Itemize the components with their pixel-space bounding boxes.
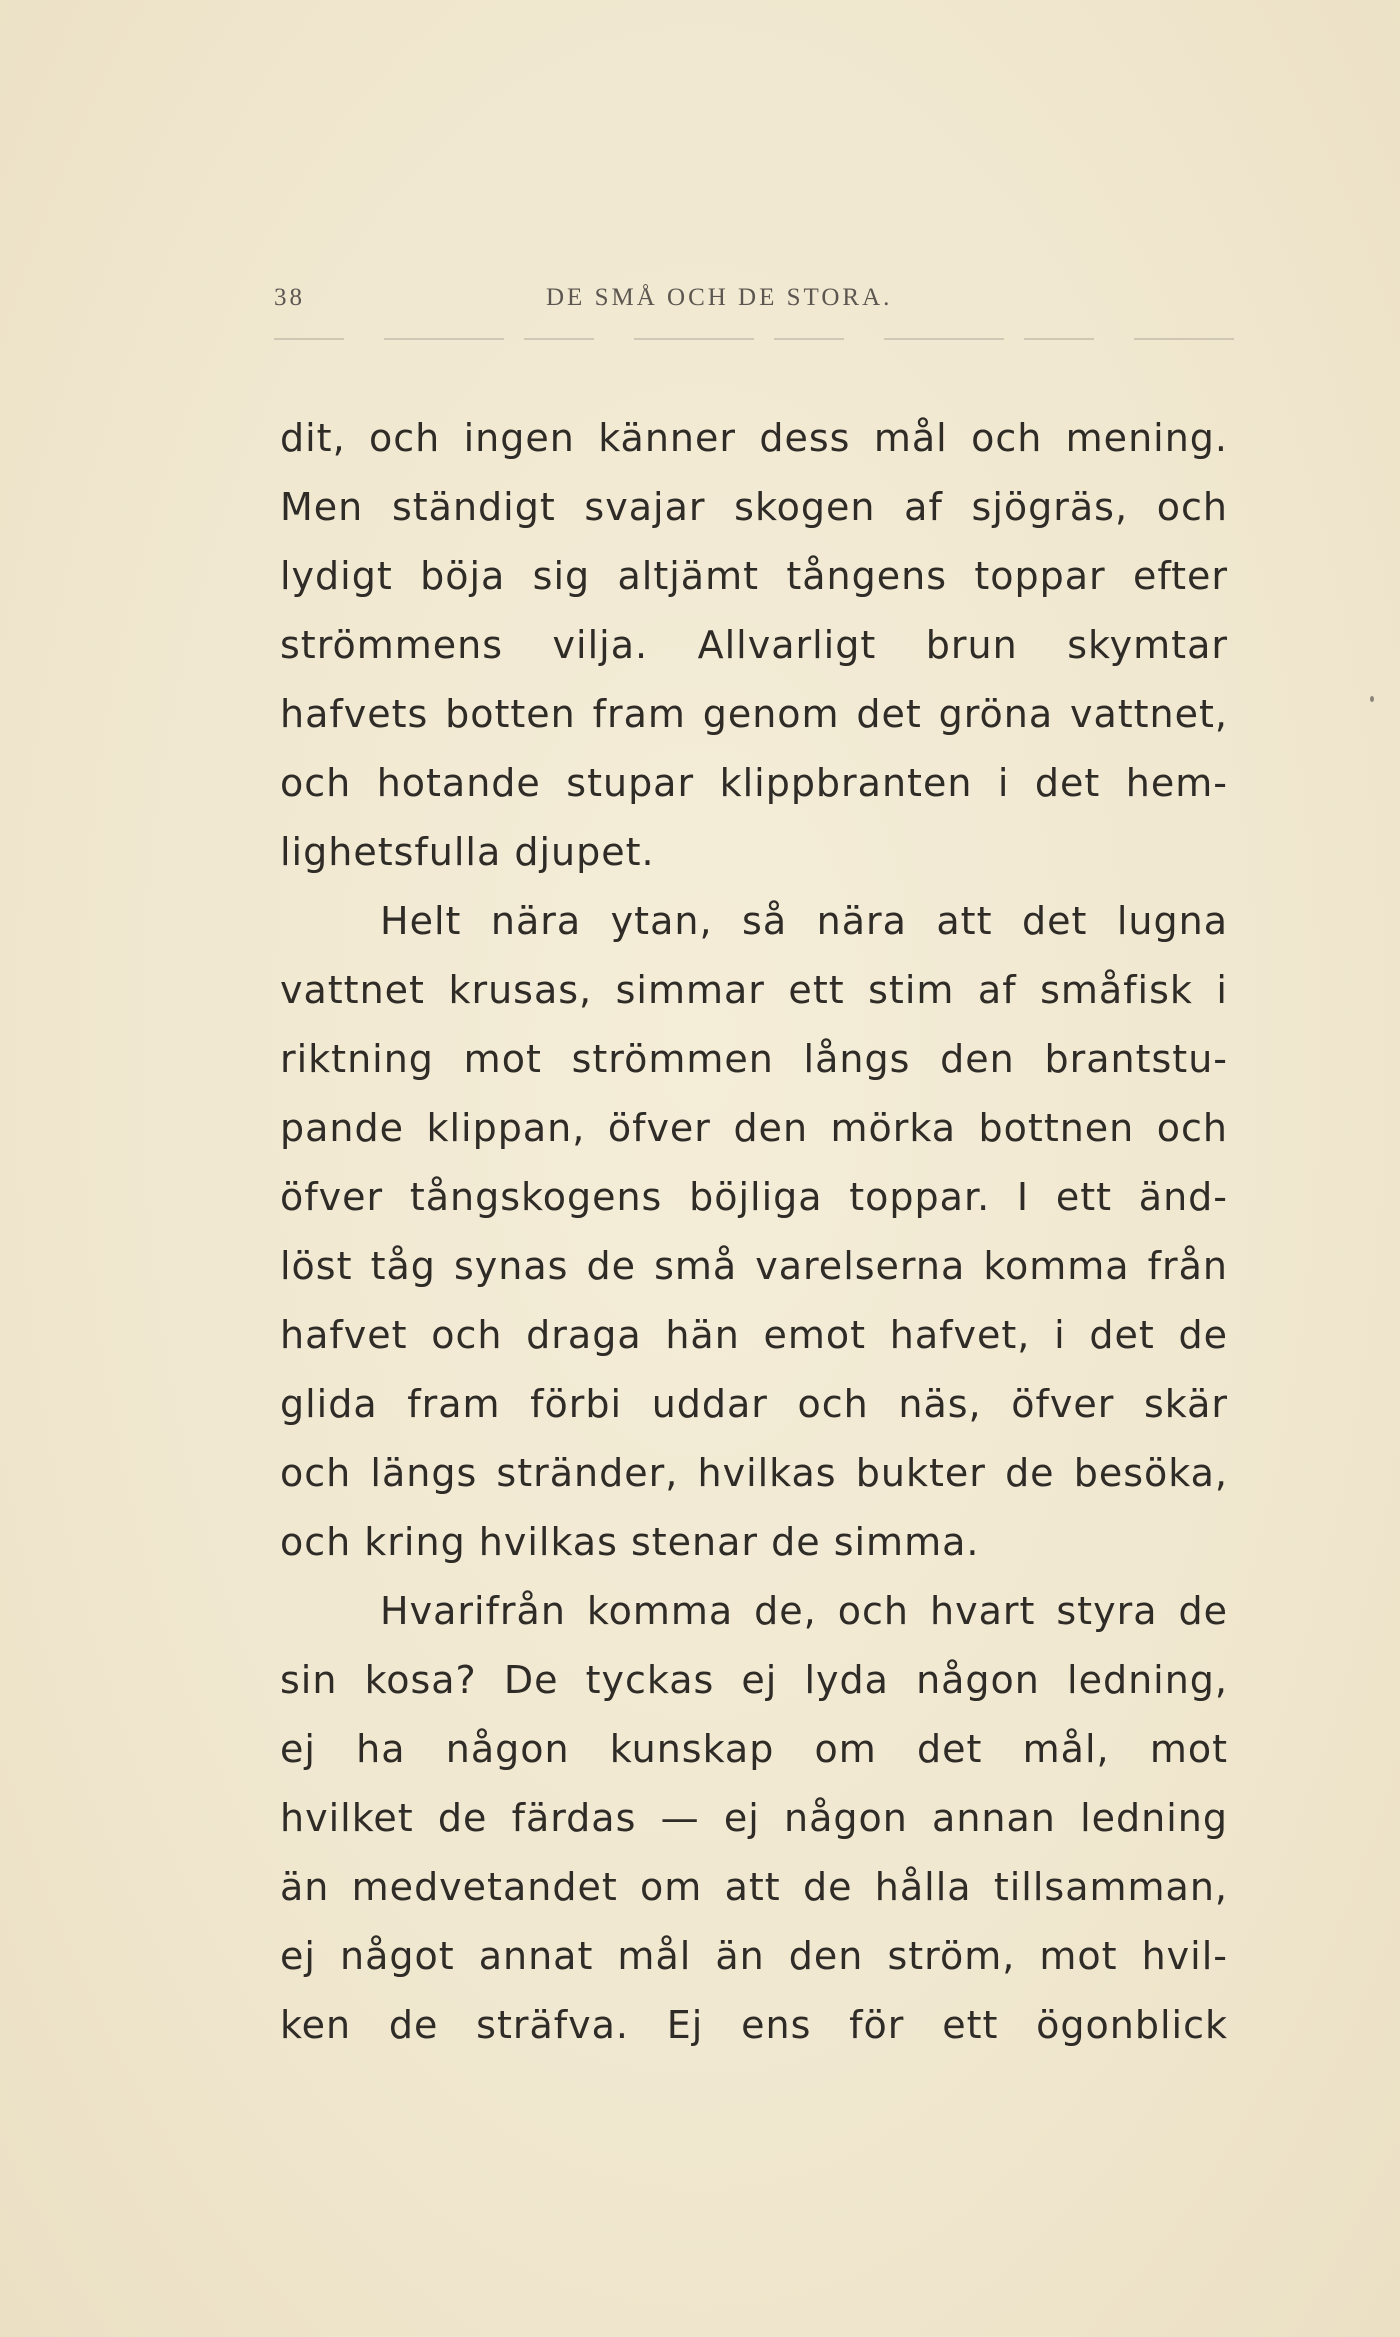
text-line: Men ständigt svajar skogen af sjögräs, och: [280, 485, 1228, 529]
text-line: Hvarifrån komma de, och hvart styra de: [380, 1589, 1228, 1633]
text-line: ken de sträfva. Ej ens för ett ögonblick: [280, 2003, 1228, 2047]
text-line: och kring hvilkas stenar de simma.: [280, 1520, 980, 1564]
text-line: sin kosa? De tyckas ej lyda någon ledning,: [280, 1658, 1228, 1702]
text-line: lydigt böja sig altjämt tångens toppar efter: [280, 554, 1228, 598]
text-line: och längs stränder, hvilkas bukter de besöka,: [280, 1451, 1228, 1495]
page-number: 38: [274, 284, 305, 311]
text-line: ej något annat mål än den ström, mot hvil-: [280, 1934, 1228, 1978]
text-line: hvilket de färdas — ej någon annan ledning: [280, 1796, 1228, 1840]
text-line: glida fram förbi uddar och näs, öfver skär: [280, 1382, 1228, 1426]
running-head: [274, 284, 1234, 324]
text-line: hafvets botten fram genom det gröna vattnet,: [280, 692, 1228, 736]
body-text: [280, 404, 1228, 2060]
text-line: pande klippan, öfver den mörka bottnen och: [280, 1106, 1228, 1150]
paper-speck: [1370, 696, 1374, 702]
running-title: DE SMÅ OCH DE STORA.: [546, 284, 893, 311]
text-line: Helt nära ytan, så nära att det lugna: [380, 899, 1228, 943]
text-line: dit, och ingen känner dess mål och mening.: [280, 416, 1228, 460]
text-line: strömmens vilja. Allvarligt brun skymtar: [280, 623, 1228, 667]
text-line: och hotande stupar klippbranten i det hem-: [280, 761, 1228, 805]
text-line: än medvetandet om att de hålla tillsamman,: [280, 1865, 1228, 1909]
text-line: ej ha någon kunskap om det mål, mot: [280, 1727, 1228, 1771]
text-line: hafvet och draga hän emot hafvet, i det de: [280, 1313, 1228, 1357]
text-line: öfver tångskogens böjliga toppar. I ett änd-: [280, 1175, 1228, 1219]
text-line: riktning mot strömmen långs den brantstu-: [280, 1037, 1228, 1081]
text-line: vattnet krusas, simmar ett stim af småfisk i: [280, 968, 1228, 1012]
text-line: löst tåg synas de små varelserna komma från: [280, 1244, 1228, 1288]
header-rule: [274, 338, 1234, 340]
text-line: lighetsfulla djupet.: [280, 830, 655, 874]
